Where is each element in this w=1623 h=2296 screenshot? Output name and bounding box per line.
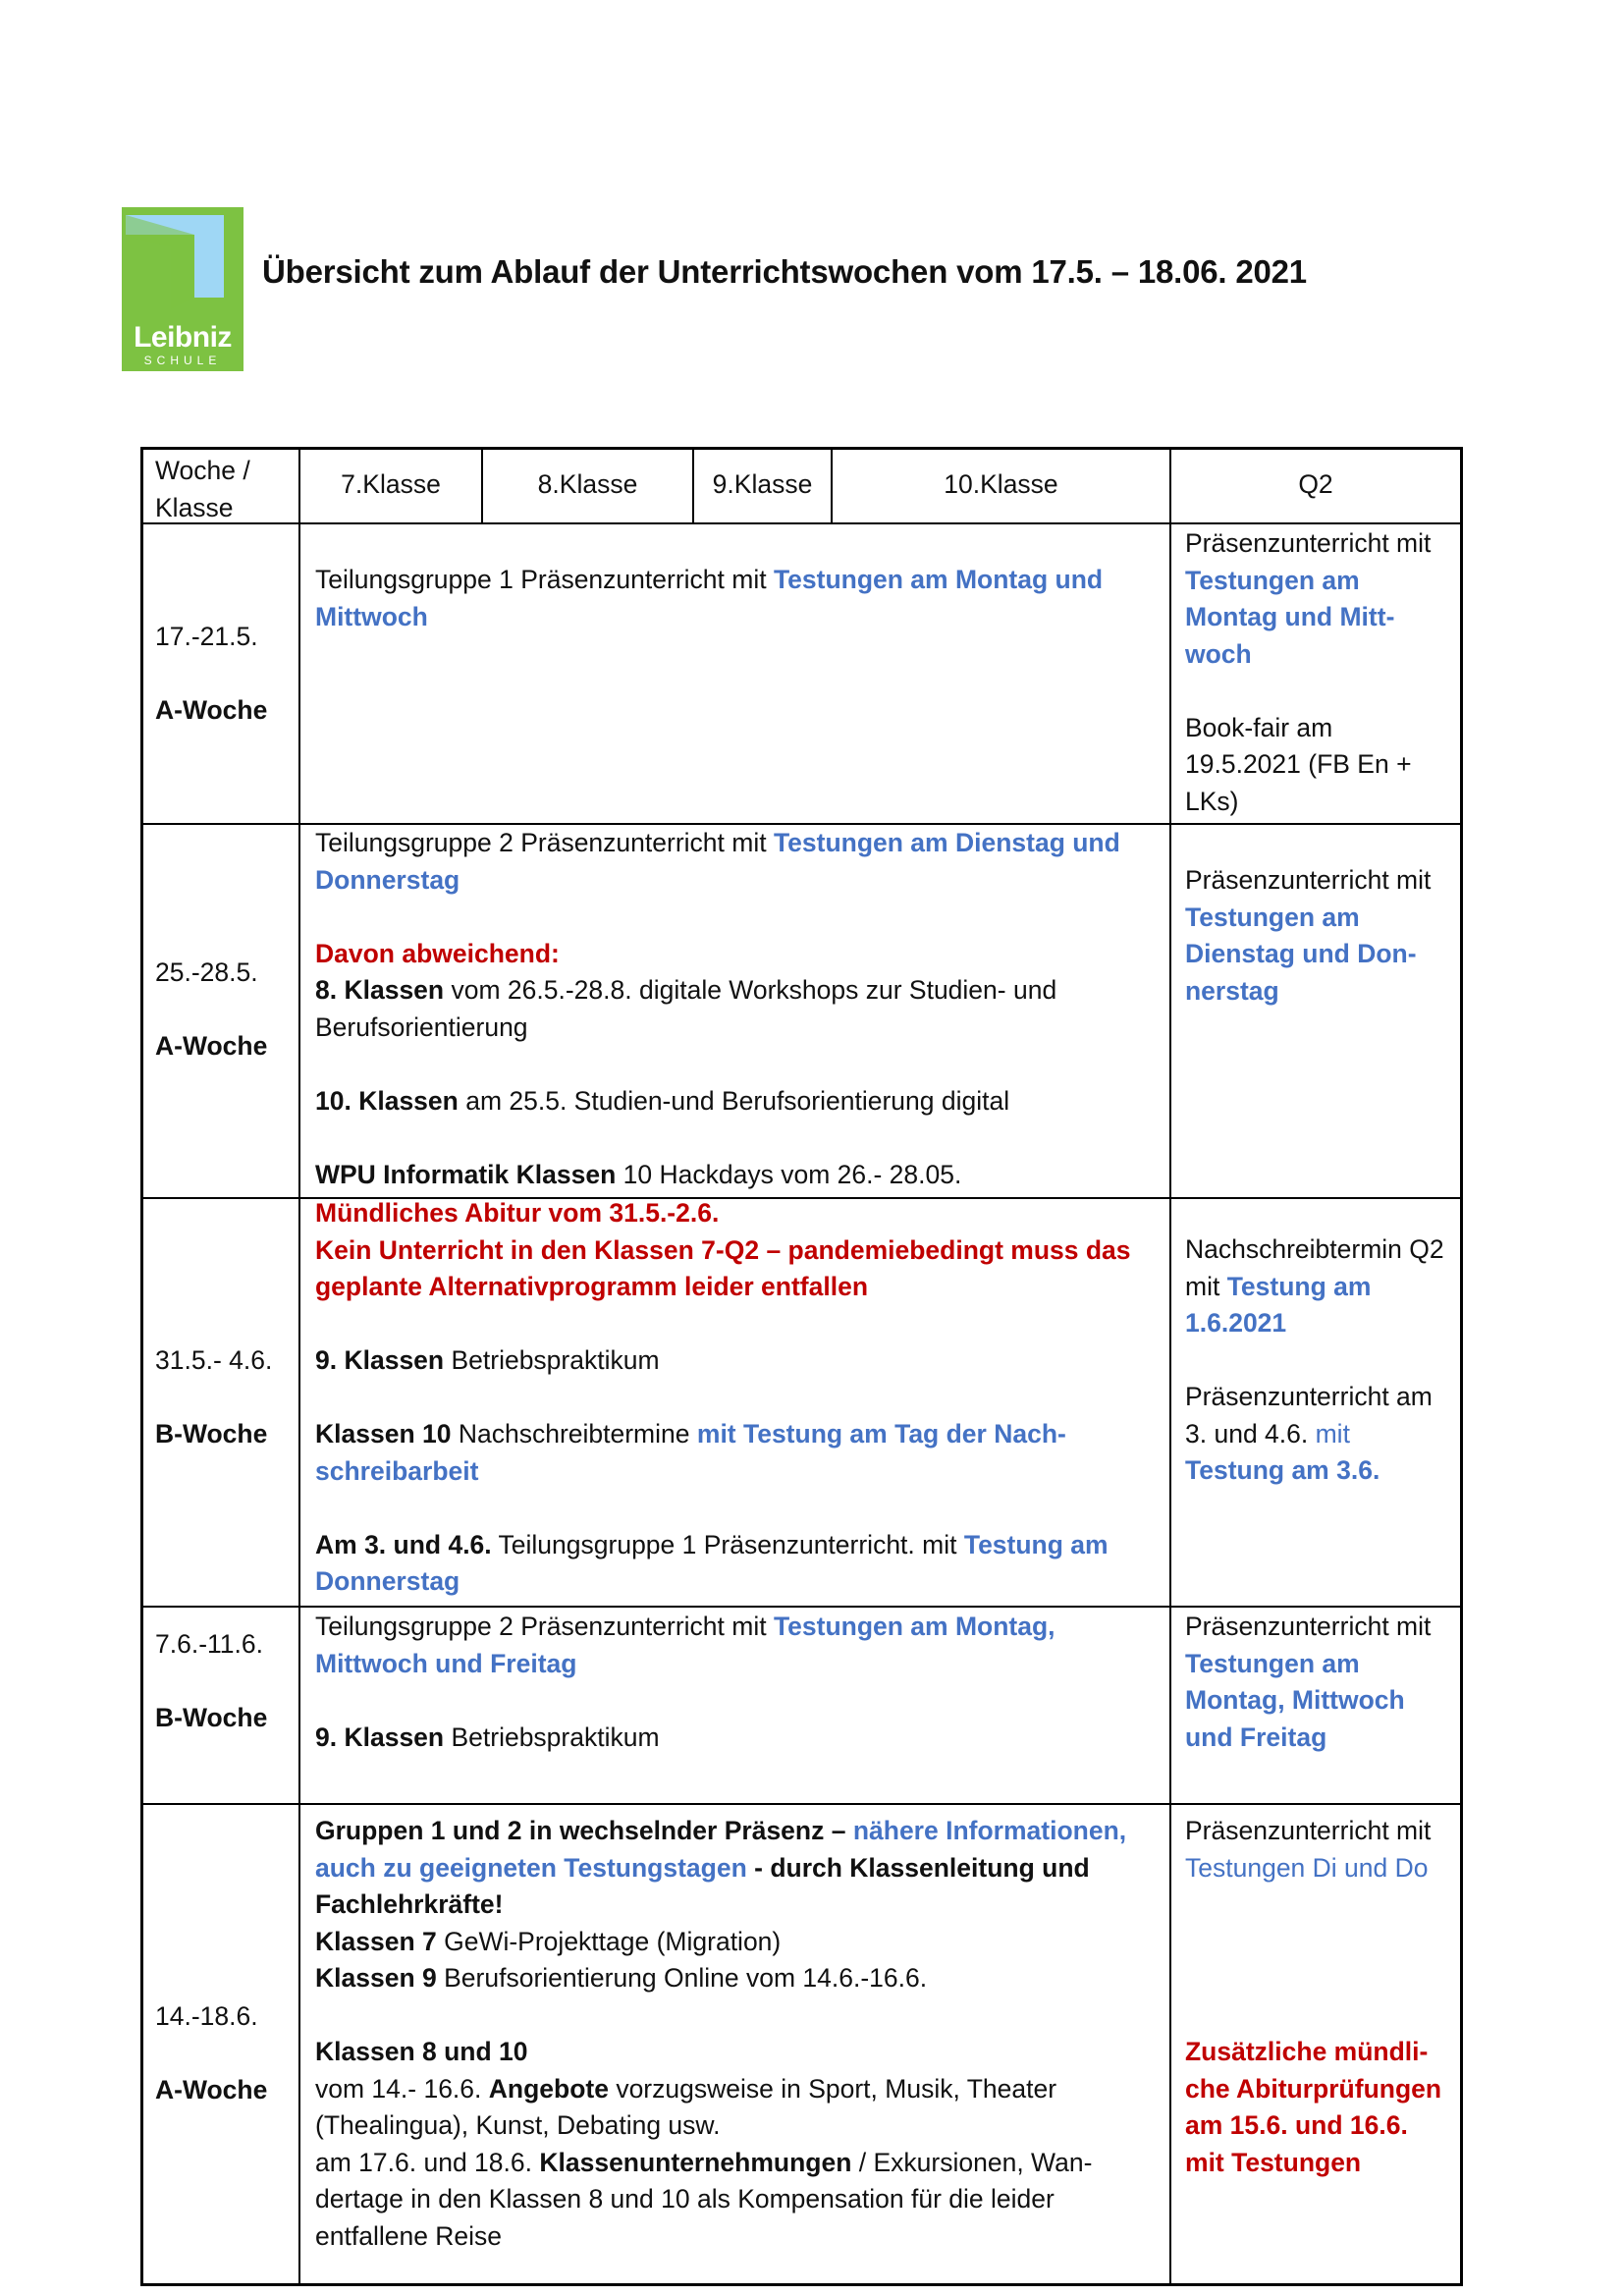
header-week-class: Woche / Klasse xyxy=(155,456,250,522)
row-week-label: 17.-21.5. A-Woche xyxy=(155,622,268,725)
column-divider xyxy=(1169,447,1171,2286)
schedule-table xyxy=(140,447,1463,2286)
row-content: Teilungsgruppe 2 Präsenzunterricht mit Testungen am Dienstag und Donnerstag Davon abweichend: 8. Klassen vom 26.5.-28.8. digitale Workshops zur Studien- und Berufsorientierung 10. Klassen am 25.5. Studien-und Berufsorientierung digital WPU Informatik Klassen 10 Hackdays vom 26.- 28.05. xyxy=(315,828,1120,1189)
table-border xyxy=(1460,447,1463,2286)
row-divider xyxy=(140,522,1463,524)
row-q2-content: Präsenzunterricht mit Testungen am Montag und Mitt-woch Book-fair am 19.5.2021 (FB En + LKs) xyxy=(1185,528,1432,816)
row-q2-content: Nachschreibtermin Q2 mit Testung am 1.6.2021 Präsenzunterricht am 3. und 4.6. mit Testung am 3.6. xyxy=(1185,1234,1444,1485)
table-border xyxy=(140,447,143,2286)
row-content: Gruppen 1 und 2 in wechselnder Präsenz – nähere Informationen, auch zu geeigneten Testungstagen - durch Klassenleitung und Fachlehrkräfte! Klassen 7 GeWi-Projekttage (Migration) Klassen 9 Berufsorientierung Online vom 14.6.-16.6. Klassen 8 und 10 vom 14.- 16.6. Angebote vorzugsweise in Sport, Musik, Theater (Thealingua), Kunst, Debating usw. am 17.6. und 18.6. Klassenunternehmungen / Exkursionen, Wan-dertage in den Klassen 8 und 10 als Kompensation für die leider entfallene Reise xyxy=(315,1816,1127,2251)
row-q2-content: Präsenzunterricht mit Testungen am Montag, Mittwoch und Freitag xyxy=(1185,1612,1432,1752)
row-divider xyxy=(140,1606,1463,1608)
row-content: Teilungsgruppe 2 Präsenzunterricht mit Testungen am Montag, Mittwoch und Freitag 9. Klassen Betriebspraktikum xyxy=(315,1612,1055,1752)
header-class-10: 10.Klasse xyxy=(944,469,1058,499)
logo-subtitle: SCHULE xyxy=(143,354,222,367)
school-logo xyxy=(122,207,243,371)
row-week-label: 25.-28.5. A-Woche xyxy=(155,957,268,1061)
row-week-label: 7.6.-11.6. B-Woche xyxy=(155,1629,268,1732)
row-q2-content: Präsenzunterricht mit Testungen am Dienstag und Don-nerstag xyxy=(1185,865,1432,1006)
page-title: Übersicht zum Ablauf der Unterrichtswochen vom 17.5. – 18.06. 2021 xyxy=(262,253,1307,290)
header-q2: Q2 xyxy=(1298,469,1333,499)
row-q2-content: Präsenzunterricht mit Testungen Di und Do Zusätzliche mündli-che Abiturprüfungen am 15.6. und 16.6. mit Testungen xyxy=(1185,1816,1442,2177)
row-week-label: 14.-18.6. A-Woche xyxy=(155,2001,268,2105)
table-border xyxy=(140,447,1463,450)
header-class-7: 7.Klasse xyxy=(341,469,441,499)
row-divider xyxy=(140,1803,1463,1805)
row-week-label: 31.5.- 4.6. B-Woche xyxy=(155,1345,273,1449)
row-content: Teilungsgruppe 1 Präsenzunterricht mit Testungen am Montag und Mittwoch xyxy=(315,565,1104,631)
header-class-9: 9.Klasse xyxy=(712,469,813,499)
table-border xyxy=(140,2283,1463,2286)
column-divider xyxy=(298,447,300,2286)
logo-name: Leibniz xyxy=(134,321,232,354)
row-content: Mündliches Abitur vom 31.5.-2.6. Kein Unterricht in den Klassen 7-Q2 – pandemiebedingt muss das geplante Alternativprogramm leider entfallen 9. Klassen Betriebspraktikum Klassen 10 Nachschreibtermine mit Testung am Tag der Nach-schreibarbeit Am 3. und 4.6. Teilungsgruppe 1 Präsenzunterricht. mit Testung am Donnerstag xyxy=(315,1198,1131,1596)
header-class-8: 8.Klasse xyxy=(537,469,638,499)
